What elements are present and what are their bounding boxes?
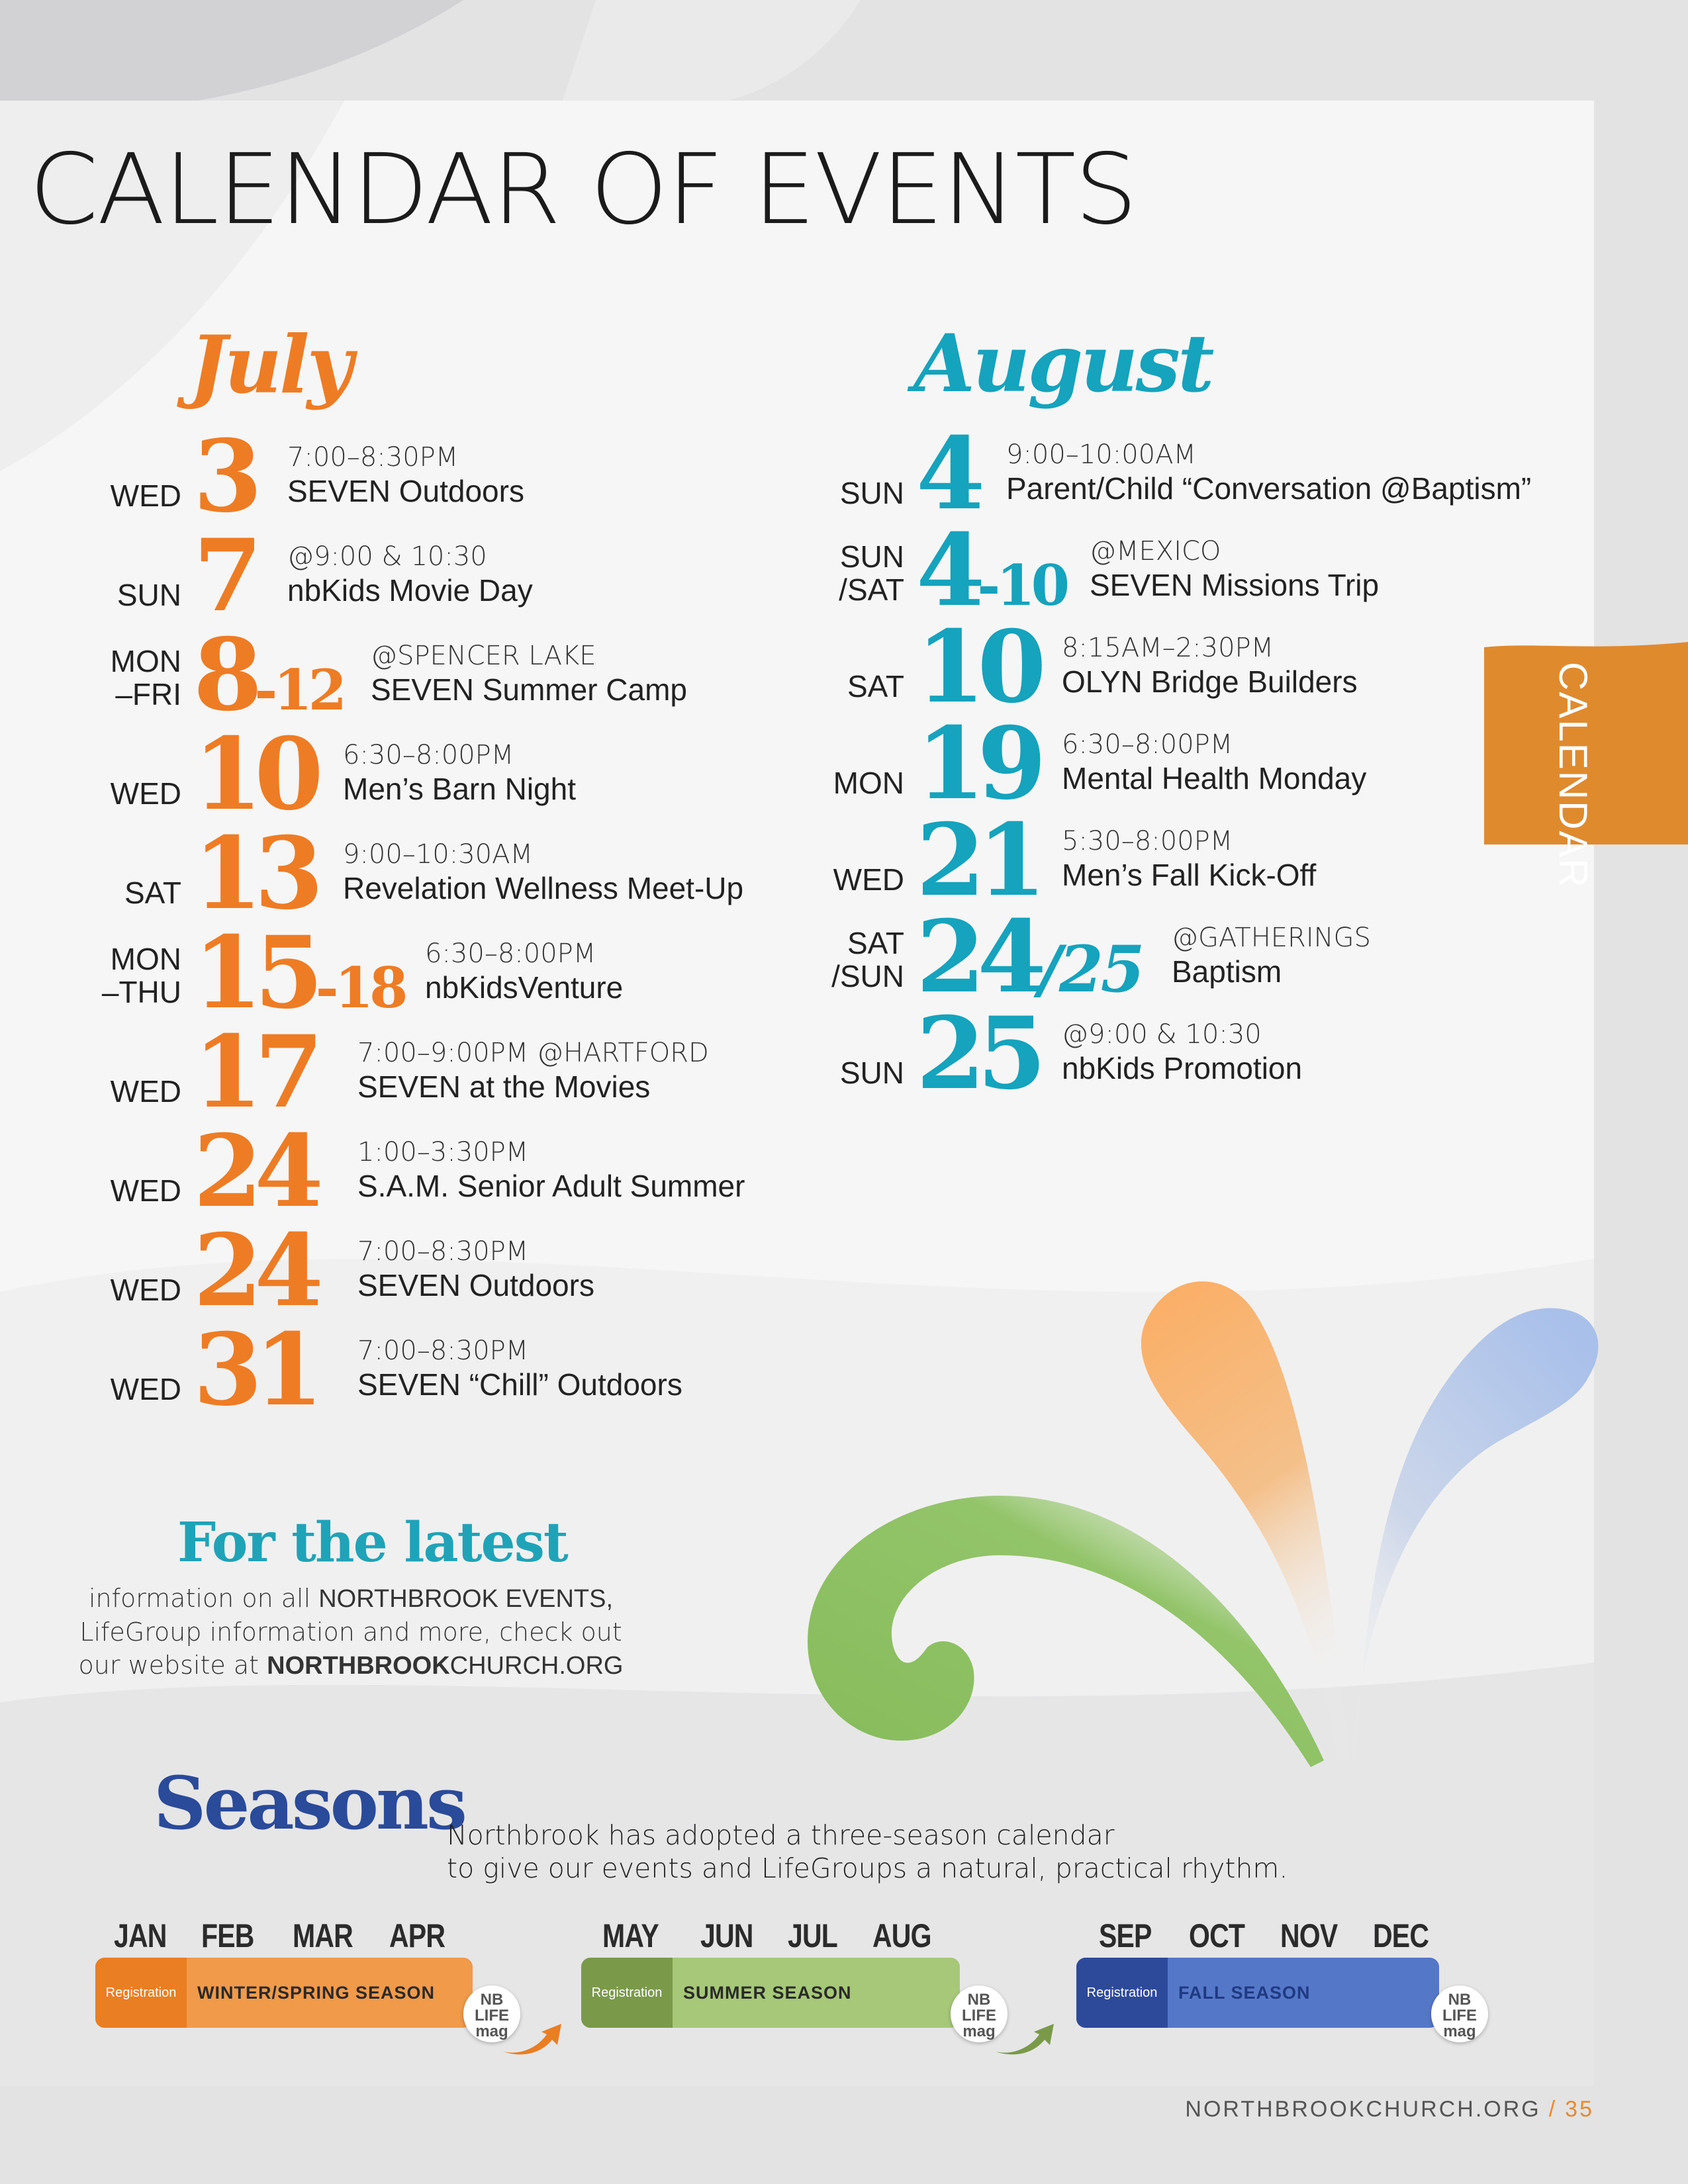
event-time: @9:00 & 10:30 — [1062, 1019, 1262, 1050]
event-time: 7:00–8:30PM — [287, 442, 459, 473]
event-day: WED — [833, 862, 904, 897]
event-day: WED — [110, 1273, 181, 1307]
event-day: MON –THU — [101, 942, 181, 1009]
event-title: SEVEN Outdoors — [357, 1268, 594, 1302]
month-heading-july: July — [189, 318, 351, 412]
event-title: S.A.M. Senior Adult Summer — [357, 1169, 745, 1203]
registration-label: Registration — [1076, 1958, 1168, 2028]
seasons-description: Northbrook has adopted a three-season calendar to give our events and LifeGroups a natural, practical rhythm. — [447, 1819, 1288, 1884]
month-label: FEB — [201, 1917, 254, 1954]
event-title: SEVEN Summer Camp — [371, 672, 688, 707]
event-title: Men’s Barn Night — [343, 772, 576, 806]
latest-heading: For the latest — [177, 1511, 567, 1574]
season-bar-winter-spring — [95, 1958, 473, 2028]
event-day: SAT /SUN — [831, 926, 904, 993]
registration-label: Registration — [581, 1958, 673, 2028]
event-time: @SPENCER LAKE — [371, 641, 596, 671]
event-date: 24 — [193, 1212, 316, 1329]
registration-label: Registration — [95, 1958, 187, 2028]
month-label: SEP — [1099, 1917, 1152, 1954]
event-title: nbKidsVenture — [425, 970, 624, 1005]
event-time: 9:00–10:30AM — [343, 839, 533, 870]
season-name: WINTER/SPRING SEASON — [197, 1983, 436, 2003]
event-title: Mental Health Monday — [1062, 761, 1367, 796]
month-label: APR — [389, 1917, 445, 1954]
event-time: @GATHERINGS — [1172, 923, 1371, 953]
event-date: 19 — [916, 705, 1039, 822]
season-name: SUMMER SEASON — [683, 1983, 852, 2003]
event-time: 7:00–8:30PM — [357, 1236, 529, 1267]
event-date: 10 — [193, 716, 316, 833]
event-title: Parent/Child “Conversation @Baptism” — [1006, 471, 1532, 506]
event-date: 10 — [916, 609, 1039, 725]
season-bar-summer — [581, 1958, 960, 2028]
event-title: SEVEN “Chill” Outdoors — [357, 1367, 682, 1402]
latest-info: information on all NORTHBROOK EVENTS, LifeGroup information and more, check out our website at NORTHBROOKCHURCH.ORG — [78, 1584, 624, 1680]
month-label: NOV — [1280, 1917, 1338, 1954]
event-title: OLYN Bridge Builders — [1062, 664, 1358, 699]
event-day: MON — [833, 766, 904, 800]
event-day: MON –FRI — [110, 644, 181, 711]
event-day: SUN — [839, 476, 904, 510]
event-time: 9:00–10:00AM — [1006, 439, 1196, 470]
event-date: 15-18 — [193, 915, 404, 1031]
event-day: WED — [110, 1173, 181, 1208]
page-title: CALENDAR OF EVENTS — [29, 133, 1137, 247]
month-label: AUG — [872, 1917, 931, 1954]
month-heading-august: August — [914, 317, 1212, 410]
page-number: 35 — [1565, 2097, 1594, 2122]
event-time: 6:30–8:00PM — [1062, 729, 1233, 760]
event-date: 7 — [193, 518, 255, 634]
footer-site[interactable]: NORTHBROOKCHURCH.ORG — [1185, 2097, 1541, 2122]
event-title: SEVEN Outdoors — [287, 474, 524, 508]
event-date: 13 — [193, 815, 316, 932]
event-date: 3 — [193, 418, 255, 535]
event-title: Baptism — [1172, 954, 1282, 989]
page-footer: NORTHBROOKCHURCH.ORG / 35 — [1185, 2097, 1594, 2122]
event-time: 5:30–8:00PM — [1062, 826, 1233, 856]
event-time: 6:30–8:00PM — [425, 938, 596, 969]
event-time: @9:00 & 10:30 — [287, 541, 487, 572]
event-day: SUN — [839, 1056, 904, 1090]
event-time: 8:15AM–2:30PM — [1062, 633, 1274, 663]
curved-arrow-icon — [993, 2019, 1059, 2058]
event-date: 24 — [193, 1113, 316, 1230]
decorative-swirls — [781, 1244, 1655, 1827]
event-title: SEVEN Missions Trip — [1090, 568, 1380, 602]
nb-life-mag-badge: NB LIFE mag — [951, 1985, 1008, 2042]
month-label: MAY — [602, 1917, 659, 1954]
curved-arrow-icon — [500, 2019, 567, 2058]
event-title: Men’s Fall Kick-Off — [1062, 858, 1317, 892]
event-day: SAT — [847, 669, 904, 704]
season-bar-fall — [1076, 1958, 1439, 2028]
event-time: @MEXICO — [1090, 536, 1221, 567]
event-time: 7:00–8:30PM — [357, 1336, 529, 1366]
website-link[interactable]: NORTHBROOK — [267, 1652, 450, 1680]
event-date: 21 — [916, 802, 1039, 919]
event-date: 25 — [916, 995, 1039, 1112]
event-date: 24/25 — [916, 899, 1143, 1015]
event-day: WED — [110, 478, 181, 513]
event-time: 6:30–8:00PM — [343, 740, 514, 770]
side-tab-label: CALENDAR — [1551, 662, 1595, 889]
event-date: 4-10 — [916, 512, 1066, 629]
event-time: 1:00–3:30PM — [357, 1137, 529, 1167]
event-title: nbKids Promotion — [1062, 1051, 1303, 1085]
month-label: JUN — [700, 1917, 753, 1954]
month-label: JAN — [114, 1917, 167, 1954]
seasons-heading: Seasons — [154, 1760, 465, 1846]
event-time: 7:00–9:00PM @HARTFORD — [357, 1038, 709, 1068]
event-date: 17 — [193, 1014, 316, 1130]
event-day: WED — [110, 776, 181, 811]
month-label: DEC — [1373, 1917, 1429, 1954]
nb-life-mag-badge: NB LIFE mag — [1431, 1985, 1488, 2042]
event-date: 8-12 — [193, 617, 344, 733]
season-name: FALL SEASON — [1178, 1983, 1311, 2003]
event-day: SUN — [117, 578, 181, 612]
event-title: Revelation Wellness Meet-Up — [343, 871, 744, 905]
event-day: WED — [110, 1074, 181, 1109]
event-day: SAT — [124, 876, 181, 910]
month-label: JUL — [788, 1917, 838, 1954]
nb-life-mag-badge: NB LIFE mag — [463, 1985, 520, 2042]
event-date: 31 — [193, 1312, 316, 1428]
event-title: SEVEN at the Movies — [357, 1069, 651, 1104]
month-label: MAR — [293, 1917, 353, 1954]
event-day: SUN /SAT — [839, 539, 904, 607]
event-date: 4 — [916, 416, 978, 532]
event-day: WED — [110, 1372, 181, 1406]
month-label: OCT — [1189, 1917, 1245, 1954]
event-title: nbKids Movie Day — [287, 573, 533, 608]
